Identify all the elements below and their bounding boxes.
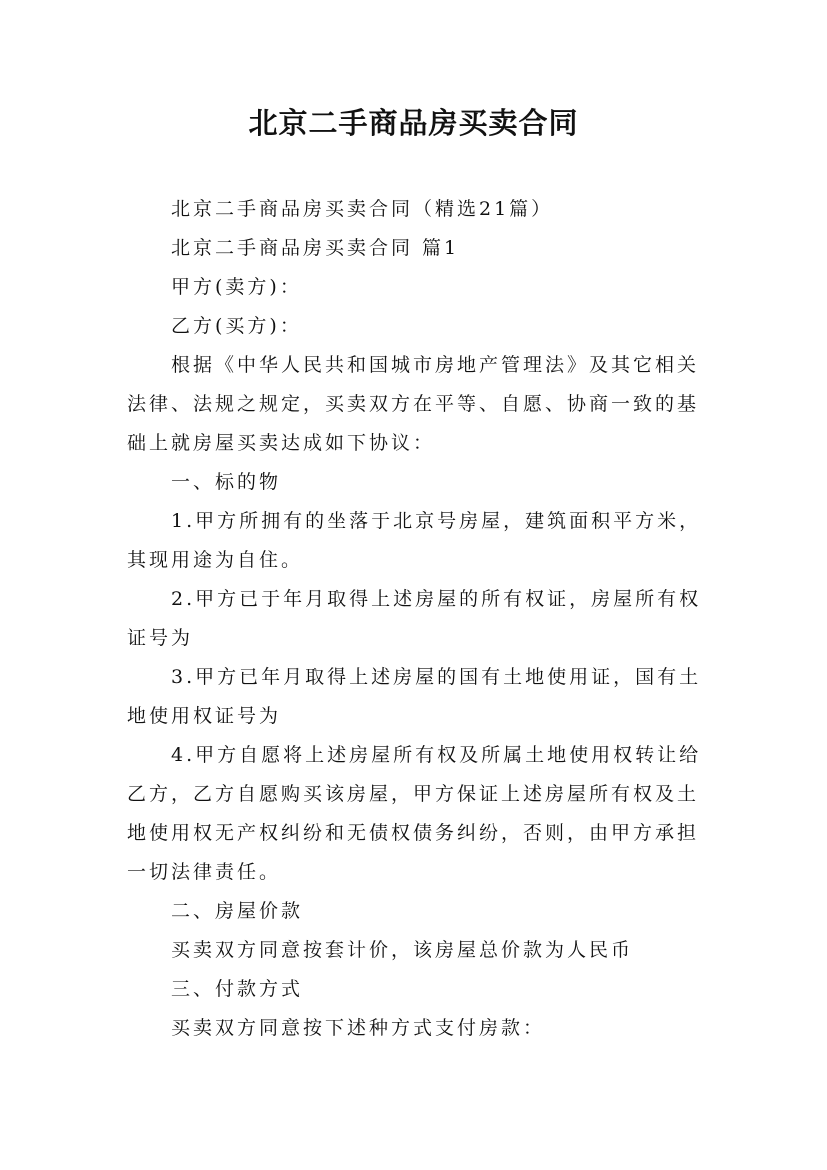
section-heading-price: 二、房屋价款 [171,900,304,922]
paragraph-payment: 买卖双方同意按下述种方式支付房款： [171,1017,546,1039]
paragraph-preamble: 根据《中华人民共和国城市房地产管理法》及其它相关法律、法规之规定，买卖双方在平等、自愿、协商一致的基础上就房屋买卖达成如下协议： [127,354,700,454]
paragraph-party-a: 甲方(卖方)： [171,276,302,298]
paragraph-collection-title: 北京二手商品房买卖合同（精选21篇） [171,198,554,220]
paragraph-price: 买卖双方同意按套计价，该房屋总价款为人民币 [171,939,634,961]
clause-3: 3.甲方已年月取得上述房屋的国有土地使用证，国有土地使用权证号为 [127,666,702,727]
document-body [127,190,715,1048]
paragraph-party-b: 乙方(买方)： [171,315,302,337]
document-title: 北京二手商品房买卖合同 [248,106,579,140]
clause-4: 4.甲方自愿将上述房屋所有权及所属土地使用权转让给乙方，乙方自愿购买该房屋，甲方保证上述房屋所有权及土地使用权无产权纠纷和无债权债务纠纷，否则，由甲方承担一切法律责任。 [127,744,702,883]
section-heading-subject: 一、标的物 [171,471,282,493]
clause-2: 2.甲方已于年月取得上述房屋的所有权证，房屋所有权证号为 [127,588,702,649]
section-heading-payment: 三、付款方式 [171,978,304,1000]
paragraph-article-heading: 北京二手商品房买卖合同 篇1 [171,237,460,259]
clause-1: 1.甲方所拥有的坐落于北京号房屋，建筑面积平方米，其现用途为自住。 [127,510,702,571]
